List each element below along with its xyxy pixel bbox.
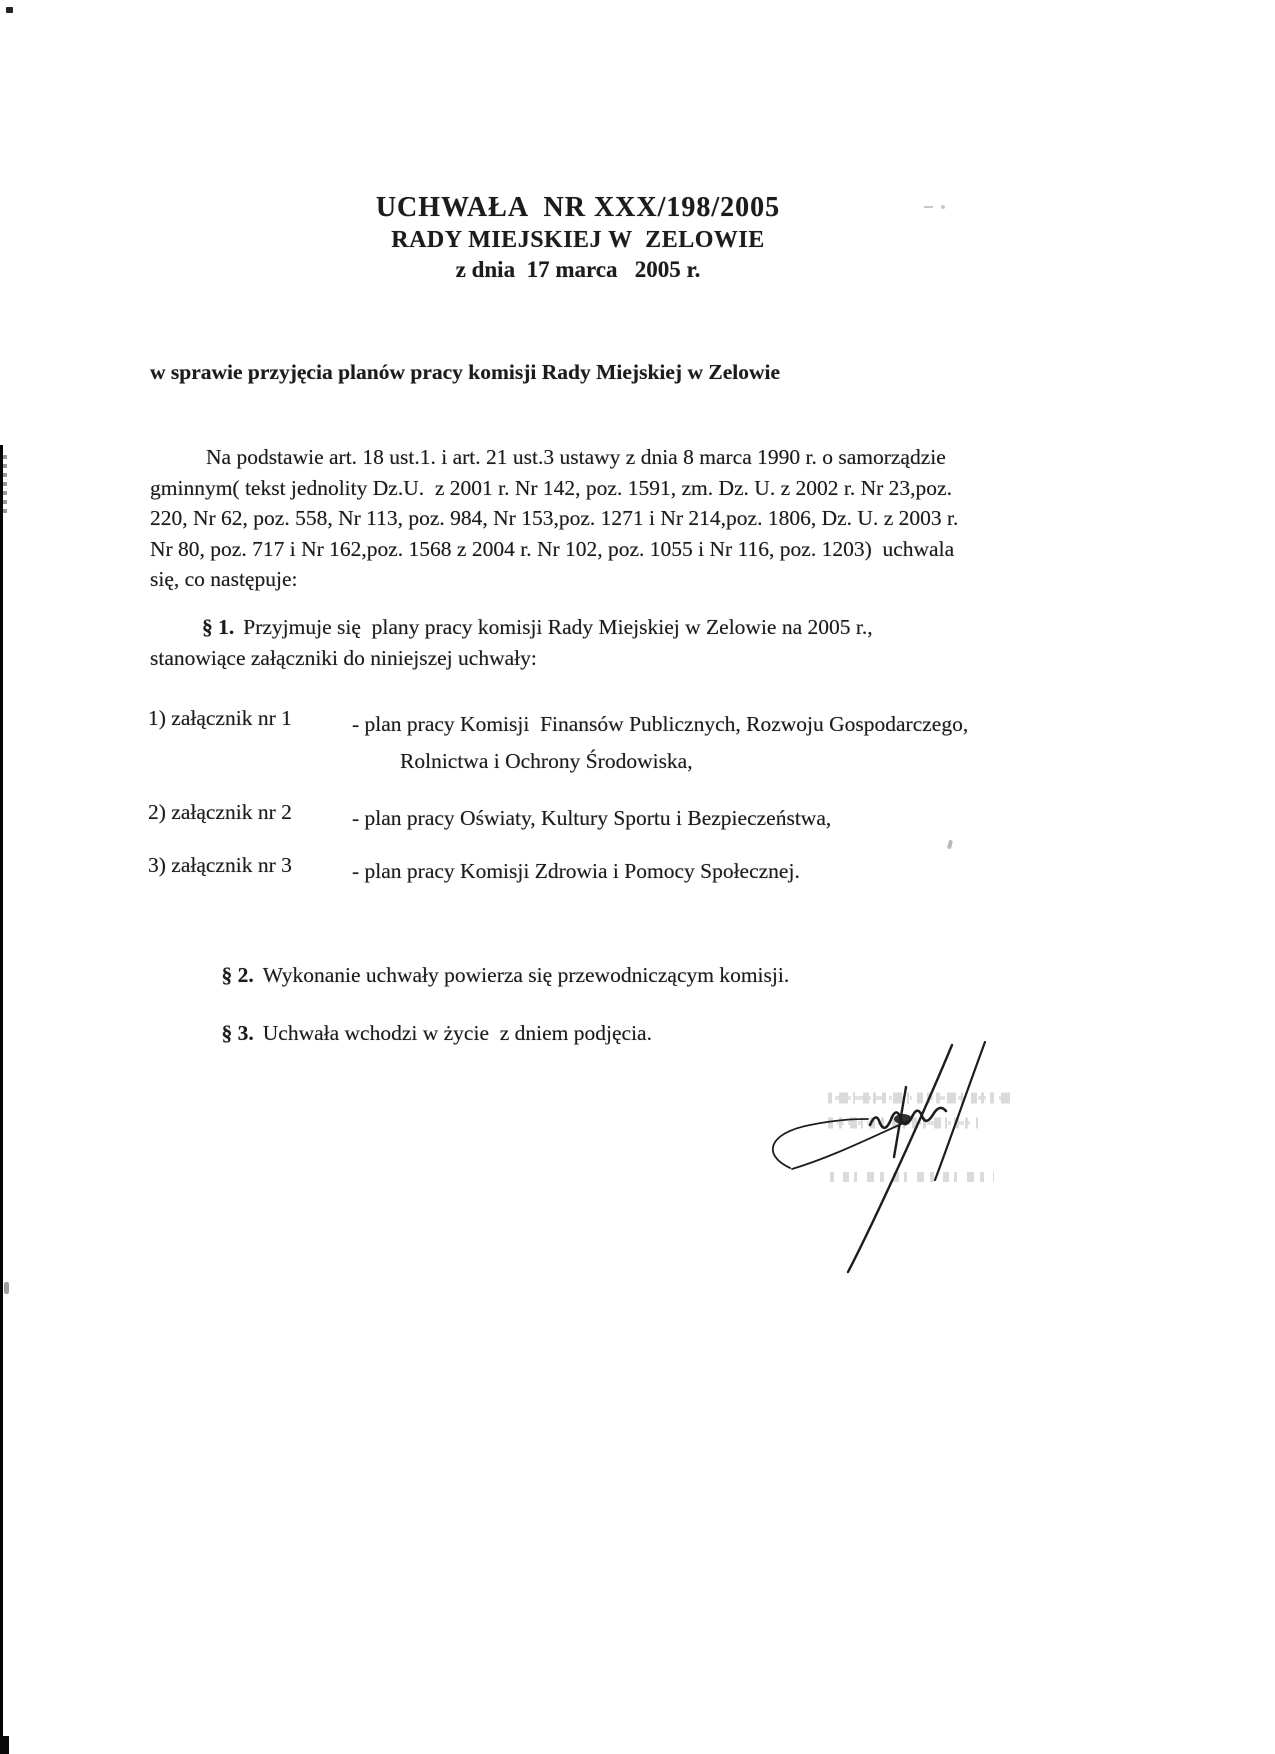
section-3-number: § 3. [221, 1021, 254, 1045]
legal-basis-line: 220, Nr 62, poz. 558, Nr 113, poz. 984, Nr 153,poz. 1271 i Nr 214,poz. 1806, Dz. U. z 2003 r. [150, 506, 959, 530]
scan-artifact-left-edge [0, 445, 3, 1754]
signature-scribble [773, 1042, 985, 1272]
scan-speck-left-lower [4, 1282, 9, 1294]
attachment-3-label: 3) załącznik nr 3 [148, 853, 292, 877]
scan-speck-mid-right [947, 840, 953, 850]
section-1-number: § 1. [202, 615, 235, 639]
section-1 [150, 612, 1050, 674]
attachment-2-line1: - plan pracy Oświaty, Kultury Sportu i Bezpieczeństwa, [352, 806, 832, 830]
section-2-number: § 2. [221, 963, 254, 987]
council-name: RADY MIEJSKIEJ W ZELOWIE [391, 227, 765, 253]
section-1-text-line2: stanowiące załączniki do niniejszej uchwały: [150, 646, 537, 670]
attachment-1-line1: - plan pracy Komisji Finansów Publicznych, Rozwoju Gospodarczego, [352, 712, 969, 736]
legal-basis-line: Na podstawie art. 18 ust.1. i art. 21 ust.3 ustawy z dnia 8 marca 1990 r. o samorządzie [206, 445, 946, 469]
attachment-3-text [352, 853, 800, 890]
legal-basis-line: gminnym( tekst jednolity Dz.U. z 2001 r. Nr 142, poz. 1591, zm. Dz. U. z 2002 r. Nr 23,poz. [150, 475, 952, 500]
attachment-1-label: 1) załącznik nr 1 [148, 706, 292, 730]
scan-mark-title-right [924, 204, 954, 212]
attachment-2-text [352, 800, 831, 837]
section-2-text: Wykonanie uchwały powierza się przewodniczącym komisji. [262, 963, 790, 987]
decree-date: z dnia 17 marca 2005 r. [455, 257, 701, 282]
scan-speck-top-left [6, 7, 13, 13]
legal-basis-line: Nr 80, poz. 717 i Nr 162,poz. 1568 z 2004 r. Nr 102, poz. 1055 i Nr 116, poz. 1203) uchwala [150, 536, 955, 561]
decree-title-block [338, 192, 818, 283]
legal-basis-line: się, co następuje: [150, 567, 298, 591]
section-3 [150, 996, 652, 1071]
legal-basis-paragraph [150, 442, 1110, 595]
section-1-text: Przyjmuje się plany pracy komisji Rady Miejskiej w Zelowie na 2005 r., [243, 615, 873, 639]
subject-line: w sprawie przyjęcia planów pracy komisji Rady Miejskiej w Zelowie [150, 360, 780, 384]
decree-number: UCHWAŁA NR XXX/198/2005 [375, 192, 781, 223]
signature-area [710, 1015, 1030, 1285]
scan-blob-bottom-left [0, 1736, 9, 1754]
attachment-1-line2: Rolnictwa i Ochrony Środowiska, [400, 749, 693, 773]
section-3-text: Uchwała wchodzi w życie z dniem podjęcia. [262, 1021, 652, 1045]
scan-speck-left [3, 455, 7, 515]
stamp-text-blur [828, 1098, 1012, 1177]
attachment-1-text [352, 706, 968, 780]
attachment-3-line1: - plan pracy Komisji Zdrowia i Pomocy Społecznej. [352, 859, 800, 883]
attachment-2-label: 2) załącznik nr 2 [148, 800, 292, 824]
